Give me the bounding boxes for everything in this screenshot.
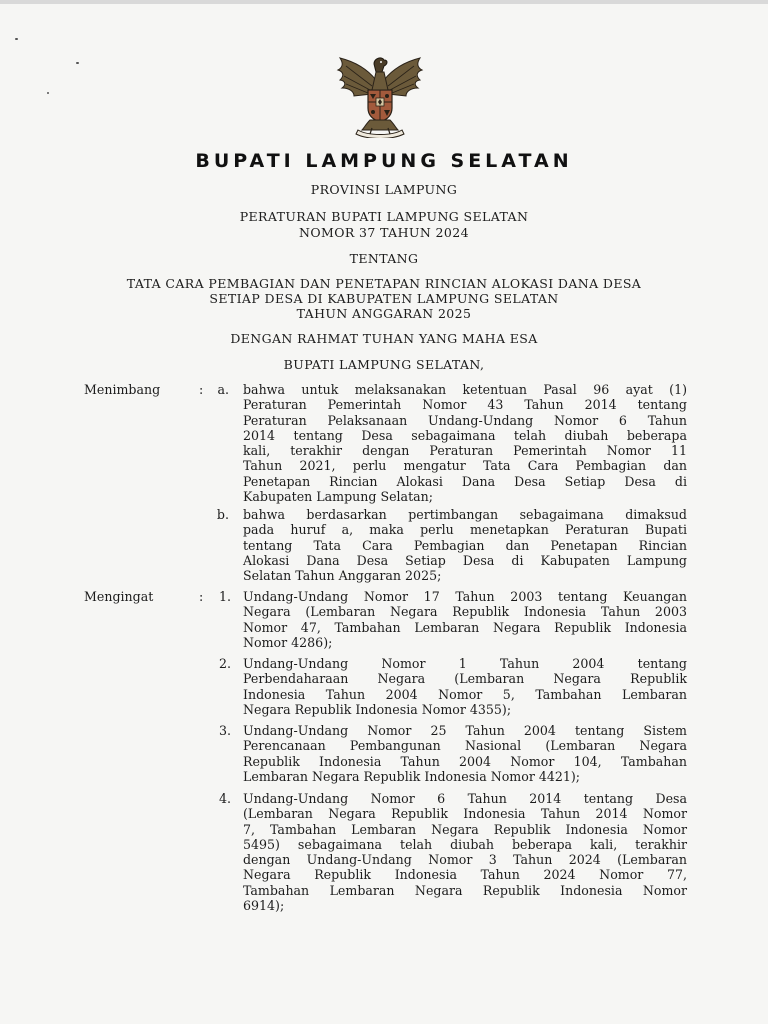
text-line: Indonesia Tahun 2004 Nomor 5, Tambahan Lembaran — [243, 686, 687, 702]
scan-speck — [15, 38, 18, 40]
issuer-line: BUPATI LAMPUNG SELATAN, — [283, 357, 485, 372]
text-line: Negara Republik Indonesia Tahun 2024 Nomor 77, — [243, 867, 687, 883]
text-line: Tahun 2021, perlu mengatur Tata Cara Pembagian dan — [243, 458, 687, 474]
mengingat-item-2 — [243, 656, 687, 717]
item-marker: 3. — [218, 723, 231, 738]
text-line: Peraturan Pemerintah Nomor 43 Tahun 2014 tentang — [243, 397, 687, 413]
text-line: tentang Tata Cara Pembagian dan Penetapan Rincian — [243, 537, 687, 553]
text-line: (Lembaran Negara Republik Indonesia Tahun 2014 Nomor — [243, 806, 687, 822]
menimbang-item-a — [243, 382, 687, 504]
tentang-label: TENTANG — [349, 251, 419, 266]
text-line: Penetapan Rincian Alokasi Dana Desa Setiap Desa di — [243, 473, 687, 489]
text-line: Nomor 47, Tambahan Lembaran Negara Republik Indonesia — [243, 619, 687, 635]
mengingat-colon: : — [199, 589, 204, 604]
item-marker: 1. — [218, 589, 231, 604]
text-line: Nomor 4286); — [243, 634, 333, 650]
text-line: dengan Undang-Undang Nomor 3 Tahun 2024 (Lembaran — [243, 852, 687, 868]
item-marker: b. — [216, 507, 229, 522]
text-line: Undang-Undang Nomor 25 Tahun 2004 tentang Sistem — [243, 723, 687, 738]
text-line: Perencanaan Pembangunan Nasional (Lembaran Negara — [243, 738, 687, 754]
subject-line-1: TATA CARA PEMBAGIAN DAN PENETAPAN RINCIAN ALOKASI DANA DESA — [126, 276, 642, 291]
text-line: Peraturan Pelaksanaan Undang-Undang Nomor 6 Tahun — [243, 412, 687, 428]
text-line: Negara (Lembaran Negara Republik Indonesia Tahun 2003 — [243, 604, 687, 620]
item-marker: 4. — [218, 791, 231, 806]
text-line: Undang-Undang Nomor 17 Tahun 2003 tentang Keuangan — [243, 589, 687, 604]
text-line: 6914); — [243, 898, 285, 914]
scan-speck — [47, 92, 49, 94]
regulation-number: NOMOR 37 TAHUN 2024 — [299, 225, 469, 240]
text-line: 7, Tambahan Lembaran Negara Republik Indonesia Nomor — [243, 821, 687, 837]
menimbang-label: Menimbang — [84, 382, 161, 397]
text-line: 2014 tentang Desa sebagaimana telah diubah beberapa — [243, 427, 687, 443]
text-line: Negara Republik Indonesia Nomor 4355); — [243, 701, 512, 717]
text-line: Republik Indonesia Tahun 2004 Nomor 104, Tambahan — [243, 753, 687, 769]
text-line: Undang-Undang Nomor 6 Tahun 2014 tentang Desa — [243, 791, 687, 806]
page-title: BUPATI LAMPUNG SELATAN — [195, 150, 573, 172]
text-line: bahwa berdasarkan pertimbangan sebagaimana dimaksud — [243, 507, 687, 522]
regulation-title: PERATURAN BUPATI LAMPUNG SELATAN — [239, 209, 529, 224]
text-line: Undang-Undang Nomor 1 Tahun 2004 tentang — [243, 656, 687, 671]
mengingat-item-1 — [243, 589, 687, 650]
province-line: PROVINSI LAMPUNG — [310, 182, 458, 197]
subject-line-2: SETIAP DESA DI KABUPATEN LAMPUNG SELATAN — [209, 291, 559, 306]
blessing-line: DENGAN RAHMAT TUHAN YANG MAHA ESA — [230, 331, 538, 346]
mengingat-item-4 — [243, 791, 687, 913]
text-line: Perbendaharaan Negara (Lembaran Negara Republik — [243, 671, 687, 687]
garuda-emblem-icon — [332, 50, 428, 138]
subject-line-3: TAHUN ANGGARAN 2025 — [296, 306, 472, 321]
mengingat-item-3 — [243, 723, 687, 784]
scan-speck — [76, 62, 79, 64]
menimbang-colon: : — [199, 382, 204, 397]
text-line: Tambahan Lembaran Negara Republik Indonesia Nomor — [243, 882, 687, 898]
item-marker: 2. — [218, 656, 231, 671]
item-marker: a. — [217, 382, 229, 397]
text-line: 5495) sebagaimana telah diubah beberapa kali, terakhir — [243, 836, 687, 852]
text-line: Selatan Tahun Anggaran 2025; — [243, 568, 442, 584]
text-line: bahwa untuk melaksanakan ketentuan Pasal 96 ayat (1) — [243, 382, 687, 397]
menimbang-item-b — [243, 507, 687, 583]
mengingat-label: Mengingat — [84, 589, 154, 604]
text-line: Kabupaten Lampung Selatan; — [243, 489, 433, 505]
text-line: Lembaran Negara Republik Indonesia Nomor 4421); — [243, 768, 581, 784]
text-line: kali, terakhir dengan Peraturan Pemerintah Nomor 11 — [243, 443, 687, 459]
text-line: pada huruf a, maka perlu menetapkan Peraturan Bupati — [243, 522, 687, 538]
text-line: Alokasi Dana Desa Setiap Desa di Kabupaten Lampung — [243, 552, 687, 568]
